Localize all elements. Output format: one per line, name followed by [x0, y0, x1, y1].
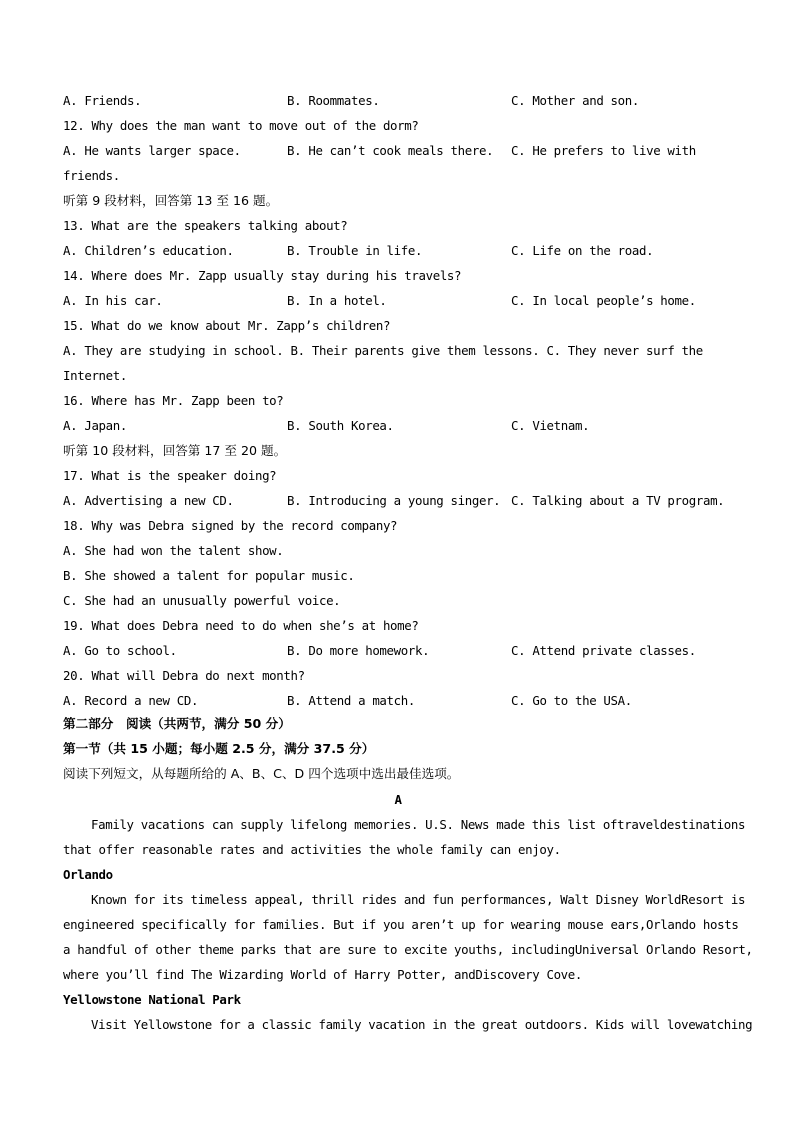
option-b: B. Introducing a young singer. [287, 493, 501, 508]
option-a: A. In his car. [63, 293, 163, 308]
section-10-instruction: 听第 10 段材料，回答第 17 至 20 题。 [63, 443, 287, 458]
orlando-line-2: engineered specifically for families. But if you aren’t up for wearing mouse ears,Orlando hosts [63, 917, 739, 932]
option-a: A. Children’s education. [63, 243, 234, 258]
yellowstone-line-1: Visit Yellowstone for a classic family vacation in the great outdoors. Kids will lovewatching [91, 1017, 753, 1032]
yellowstone-heading: Yellowstone National Park [63, 992, 241, 1007]
intro-line-1: Family vacations can supply lifelong memories. U.S. News made this list oftraveldestinations [91, 817, 746, 832]
option-a: A. Japan. [63, 418, 127, 433]
q19-options [63, 638, 733, 663]
option-b: B. Do more homework. [287, 643, 430, 658]
section-9-instruction: 听第 9 段材料，回答第 13 至 16 题。 [63, 193, 279, 208]
option-b: B. Roommates. [287, 93, 380, 108]
q20-question: 20. What will Debra do next month? [63, 668, 305, 683]
q13-question: 13. What are the speakers talking about? [63, 218, 348, 233]
q20-options [63, 688, 733, 713]
q12-continuation: friends. [63, 168, 120, 183]
option-a: A. Record a new CD. [63, 693, 199, 708]
option-c: C. In local people’s home. [511, 293, 696, 308]
option-c: C. Mother and son. [511, 93, 639, 108]
q15-options: A. They are studying in school. B. Their parents give them lessons. C. They never surf the [63, 343, 703, 358]
q14-question: 14. Where does Mr. Zapp usually stay during his travels? [63, 268, 462, 283]
q12-question: 12. Why does the man want to move out of the dorm? [63, 118, 419, 133]
option-a: A. Go to school. [63, 643, 177, 658]
q13-options [63, 238, 733, 263]
q11-options [63, 88, 733, 113]
q16-options [63, 413, 733, 438]
option-c: C. He prefers to live with [511, 143, 696, 158]
option-b: B. Trouble in life. [287, 243, 423, 258]
q16-question: 16. Where has Mr. Zapp been to? [63, 393, 284, 408]
q18-option-c: C. She had an unusually powerful voice. [63, 593, 341, 608]
q15-continuation: Internet. [63, 368, 127, 383]
section-one-heading: 第一节（共 15 小题；每小题 2.5 分，满分 37.5 分） [63, 741, 375, 756]
option-c: C. Talking about a TV program. [511, 493, 725, 508]
option-c: C. Attend private classes. [511, 643, 696, 658]
intro-line-2: that offer reasonable rates and activities the whole family can enjoy. [63, 842, 561, 857]
reading-instruction: 阅读下列短文，从每题所给的 A、B、C、D 四个选项中选出最佳选项。 [63, 766, 460, 781]
orlando-line-4: where you’ll find The Wizarding World of Harry Potter, andDiscovery Cove. [63, 967, 583, 982]
option-c: C. Go to the USA. [511, 693, 632, 708]
q17-options [63, 488, 733, 513]
passage-label: A [394, 792, 402, 807]
q18-option-a: A. She had won the talent show. [63, 543, 284, 558]
orlando-line-1: Known for its timeless appeal, thrill rides and fun performances, Walt Disney WorldResort is [91, 892, 746, 907]
option-c: C. Vietnam. [511, 418, 590, 433]
option-a: A. Friends. [63, 93, 142, 108]
option-b: B. He can’t cook meals there. [287, 143, 494, 158]
option-c: C. Life on the road. [511, 243, 654, 258]
part-two-heading: 第二部分 阅读（共两节，满分 50 分） [63, 716, 291, 731]
q19-question: 19. What does Debra need to do when she’s at home? [63, 618, 419, 633]
q15-question: 15. What do we know about Mr. Zapp’s children? [63, 318, 391, 333]
option-a: A. Advertising a new CD. [63, 493, 234, 508]
option-b: B. Attend a match. [287, 693, 415, 708]
q14-options [63, 288, 733, 313]
q17-question: 17. What is the speaker doing? [63, 468, 277, 483]
option-b: B. South Korea. [287, 418, 394, 433]
orlando-line-3: a handful of other theme parks that are sure to excite youths, includingUniversal Orlando Resort, [63, 942, 753, 957]
q12-options [63, 138, 733, 163]
q18-option-b: B. She showed a talent for popular music. [63, 568, 355, 583]
option-b: B. In a hotel. [287, 293, 387, 308]
option-a: A. He wants larger space. [63, 143, 241, 158]
q18-question: 18. Why was Debra signed by the record company? [63, 518, 398, 533]
orlando-heading: Orlando [63, 867, 113, 882]
